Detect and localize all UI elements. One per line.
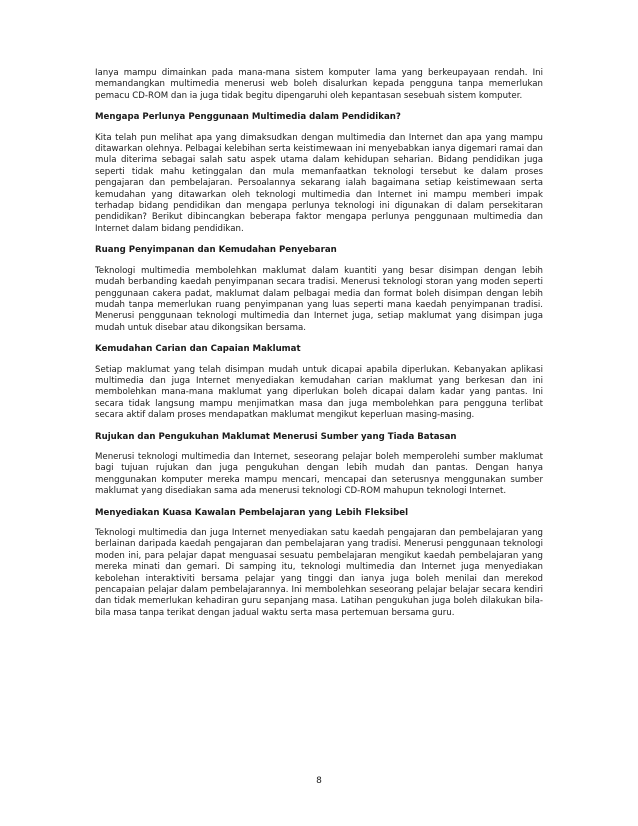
page-number: 8: [316, 776, 322, 786]
section-body-why-multimedia: Kita telah pun melihat apa yang dimaksudkan dengan multimedia dan Internet dan apa yang mampu ditawarkan olehnya. Pelbagai kelebihan serta keistimewaan ini menyebabkan ianya digemari ramai dan mula diterima sebagai salah satu aspek utama dalam kehidupan seharian. Bidang pendidikan juga seperti tidak mahu ketinggalan dan mula memanfaatkan teknologi tersebut ke dalam proses pengajaran dan pembelajaran. Persoalannya sekarang ialah bagaimana setiap keistimewaan serta kemudahan yang ditawarkan oleh teknologi multimedia dan Internet ini mampu memberi impak terhadap bidang pendidikan dan mengapa perlunya teknologi ini digunakan di dalam persekitaran pendidikan? Berikut dibincangkan beberapa faktor mengapa perlunya penggunaan multimedia dan Internet dalam bidang pendidikan.: [95, 132, 543, 234]
section-body-reference: Menerusi teknologi multimedia dan Internet, seseorang pelajar boleh memperolehi sumber maklumat bagi tujuan rujukan dan juga pengukuhan dengan lebih mudah dan pantas. Dengan hanya menggunakan komputer mereka mampu mencari, mencapai dan seterusnya menggunakan sumber maklumat yang disediakan sama ada menerusi teknologi CD-ROM mahupun teknologi Internet.: [95, 451, 543, 497]
section-heading-why-multimedia: Mengapa Perlunya Penggunaan Multimedia dalam Pendidikan?: [95, 112, 401, 123]
section-heading-flexible-learning: Menyediakan Kuasa Kawalan Pembelajaran yang Lebih Fleksibel: [95, 507, 409, 518]
section-body-flexible-learning: Teknologi multimedia dan juga Internet menyediakan satu kaedah pengajaran dan pembelajaran yang berlainan daripada kaedah pengajaran dan pembelajaran yang tradisi. Menerusi penggunaan teknologi moden ini, para pelajar dapat menguasai sesuatu pembelajaran mengikut kaedah pembelajaran yang mereka minati dan gemari. Di samping itu, teknologi multimedia dan Internet juga menyediakan kebolehan interaktiviti bersama pelajar yang tinggi dan ianya juga boleh menilai dan merekod pencapaian pelajar dalam pembelajarannya. Ini membolehkan seseorang pelajar belajar secara kendiri dan tidak memerlukan kehadiran guru sepanjang masa. Latihan pengukuhan juga boleh dilakukan bila-bila masa tanpa terikat dengan jadual waktu serta masa pertemuan bersama guru.: [95, 528, 543, 618]
section-body-storage: Teknologi multimedia membolehkan maklumat dalam kuantiti yang besar disimpan dengan lebih mudah berbanding kaedah penyimpanan secara tradisi. Menerusi teknologi storan yang moden seperti penggunaan cakera padat, maklumat dalam pelbagai media dan format boleh disimpan dengan lebih mudah tanpa memerlukan ruang penyimpanan yang luas seperti mana kaedah penyimpanan tradisi. Menerusi penggunaan teknologi multimedia dan Internet juga, setiap maklumat yang disimpan juga mudah untuk disebar atau dikongsikan bersama.: [95, 265, 543, 333]
intro-paragraph: Ianya mampu dimainkan pada mana-mana sistem komputer lama yang berkeupayaan rendah. Ini memandangkan multimedia menerusi web boleh disalurkan kepada pengguna tanpa memerlukan pemacu CD-ROM dan ia juga tidak begitu dipengaruhi oleh kepantasan sesebuah sistem komputer.: [95, 68, 543, 101]
section-heading-search: Kemudahan Carian dan Capaian Maklumat: [95, 344, 301, 355]
document-page: [95, 68, 543, 619]
section-body-search: Setiap maklumat yang telah disimpan mudah untuk dicapai apabila diperlukan. Kebanyakan aplikasi multimedia dan juga Internet menyediakan kemudahan carian maklumat yang berkesan dan ini membolehkan mana-mana maklumat yang diperlukan boleh dicapai dalam kadar yang pantas. Ini secara tidak langsung mampu menjimatkan masa dan juga membolehkan para pengguna terlibat secara aktif dalam proses mendapatkan maklumat mengikut keperluan masing-masing.: [95, 364, 543, 421]
section-heading-storage: Ruang Penyimpanan dan Kemudahan Penyebaran: [95, 245, 337, 256]
section-heading-reference: Rujukan dan Pengukuhan Maklumat Menerusi Sumber yang Tiada Batasan: [95, 431, 457, 442]
